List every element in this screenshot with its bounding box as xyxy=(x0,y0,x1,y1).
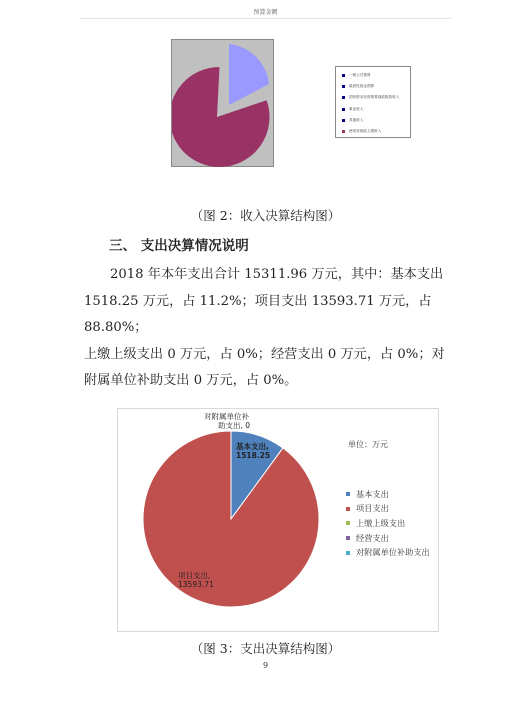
pie-slice-1 xyxy=(143,431,319,607)
legend-swatch xyxy=(346,507,350,511)
legend-label: 其他收入 xyxy=(349,117,364,122)
legend-swatch xyxy=(346,521,350,525)
overlap-label-1: 对附属单位补 xyxy=(204,412,249,421)
legend-label: 使用非财政上缴收入 xyxy=(349,129,382,134)
expenditure-legend-item xyxy=(346,516,430,531)
income-legend-item xyxy=(342,70,410,81)
para-line-2: 1518.25 万元，占 11.2%；项目支出 13593.71 万元，占 88.80%； xyxy=(84,293,432,335)
figure3-caption: （图 3：支出决算结构图） xyxy=(190,641,341,656)
legend-swatch xyxy=(342,96,345,99)
expenditure-pie-chart xyxy=(117,408,439,632)
legend-swatch xyxy=(346,492,350,496)
data-label-project-name: 项目支出, xyxy=(178,571,211,580)
expenditure-legend-item xyxy=(346,487,430,502)
legend-label: 上缴上级支出 xyxy=(356,517,406,528)
legend-swatch xyxy=(342,119,345,122)
legend-swatch xyxy=(342,74,345,77)
unit-label: 单位：万元 xyxy=(348,440,388,449)
income-legend-item xyxy=(342,115,410,126)
legend-swatch xyxy=(342,85,345,88)
expenditure-paragraph xyxy=(84,262,456,395)
income-pie-chart xyxy=(171,39,274,167)
overlap-label-2: 助支出, 0 xyxy=(218,421,251,430)
para-line-4: 附属单位补助支出 0 万元，占 0%。 xyxy=(84,373,298,388)
income-small-slice xyxy=(229,44,269,105)
expenditure-legend-item xyxy=(346,545,430,560)
section-heading: 三、 支出决算情况说明 xyxy=(109,238,249,254)
legend-label: 基本支出 xyxy=(356,488,389,499)
figure2-caption: （图 2：收入决算结构图） xyxy=(190,208,341,223)
legend-label: 国有资本经营预算财政拨款收入 xyxy=(349,95,400,100)
expenditure-legend-item xyxy=(346,531,430,546)
legend-label: 经营支出 xyxy=(356,532,389,543)
legend-label: 项目支出 xyxy=(356,503,389,514)
data-label-project xyxy=(178,571,214,589)
legend-label: 对附属单位补助支出 xyxy=(356,547,430,558)
legend-label: 政府性基金预算 xyxy=(349,84,375,89)
income-legend-item xyxy=(342,104,410,115)
para-line-3: 上缴上级支出 0 万元，占 0%；经营支出 0 万元，占 0%；对 xyxy=(84,346,445,362)
para-line-1: 2018 年本年支出合计 15311.96 万元，其中：基本支出 xyxy=(110,267,444,282)
data-label-basic-name: 基本支出, xyxy=(236,442,269,451)
legend-swatch xyxy=(346,536,350,540)
legend-label: 事业收入 xyxy=(349,106,364,111)
page-number: 9 xyxy=(262,661,269,670)
expenditure-legend-item xyxy=(346,502,430,517)
legend-label: 一般公共预算 xyxy=(349,73,371,78)
legend-swatch xyxy=(342,130,345,133)
income-legend-item xyxy=(342,126,410,137)
income-legend-item xyxy=(342,92,410,103)
income-legend xyxy=(335,66,411,138)
data-label-basic-value: 1518.25 xyxy=(236,451,271,460)
page-header: 预算金额 xyxy=(253,9,278,16)
legend-swatch xyxy=(346,551,350,555)
data-label-basic xyxy=(236,442,270,460)
header-divider xyxy=(80,18,451,19)
data-label-project-value: 13593.71 xyxy=(178,580,214,589)
legend-swatch xyxy=(342,108,345,111)
income-legend-item xyxy=(342,81,410,92)
expenditure-legend xyxy=(346,487,430,560)
